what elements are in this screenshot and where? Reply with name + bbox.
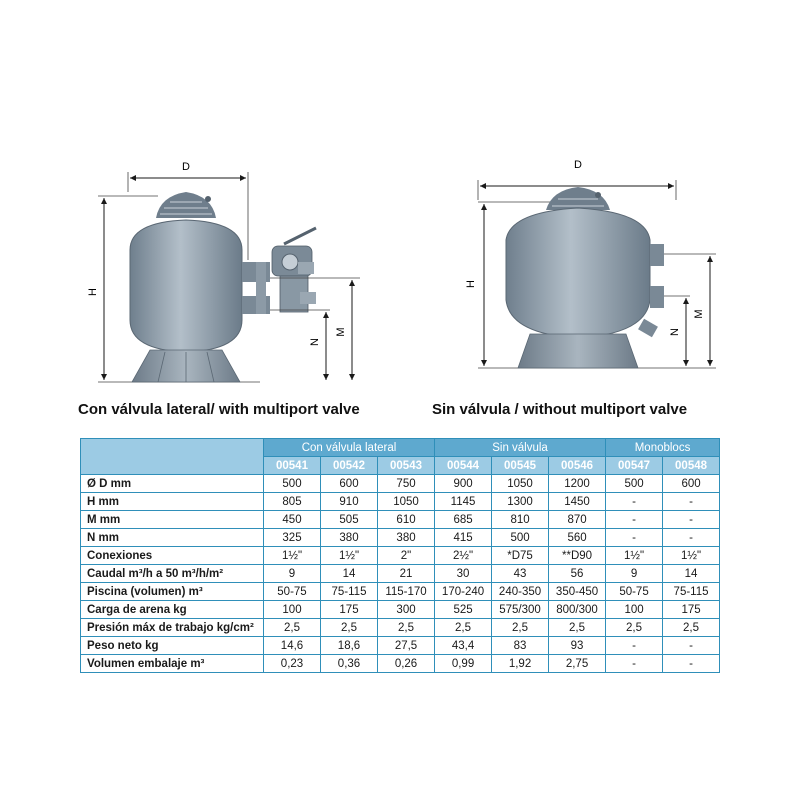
table-cell: 1½" (606, 547, 663, 565)
table-cell: 1,92 (492, 655, 549, 673)
model-header: 00546 (549, 457, 606, 475)
group-header-monoblocs: Monoblocs (606, 439, 720, 457)
right-n-label: N (669, 328, 681, 336)
table-cell: 2,75 (549, 655, 606, 673)
table-cell: 600 (663, 475, 720, 493)
table-cell: 505 (321, 511, 378, 529)
table-row (81, 601, 720, 619)
table-cell: 50-75 (606, 583, 663, 601)
table-row (81, 655, 720, 673)
table-cell: 1145 (435, 493, 492, 511)
table-row (81, 565, 720, 583)
left-d-label: D (182, 161, 190, 173)
table-cell: 450 (264, 511, 321, 529)
left-h-label: H (87, 288, 99, 296)
model-header: 00547 (606, 457, 663, 475)
table-cell: 1½" (321, 547, 378, 565)
row-label: H mm (81, 493, 264, 511)
table-cell: - (663, 637, 720, 655)
table-cell: 810 (492, 511, 549, 529)
table-cell: 18,6 (321, 637, 378, 655)
table-cell: 415 (435, 529, 492, 547)
table-cell: - (663, 511, 720, 529)
table-cell: 9 (606, 565, 663, 583)
table-cell: 380 (321, 529, 378, 547)
table-cell: 2,5 (549, 619, 606, 637)
caption-without-valve: Sin válvula / without multiport valve (432, 401, 688, 418)
left-n-label: N (309, 338, 321, 346)
table-cell: 2,5 (492, 619, 549, 637)
table-cell: 500 (606, 475, 663, 493)
table-cell: 30 (435, 565, 492, 583)
table-cell: 2½" (435, 547, 492, 565)
table-cell: - (663, 529, 720, 547)
table-row (81, 475, 720, 493)
row-label: Carga de arena kg (81, 601, 264, 619)
table-cell: 750 (378, 475, 435, 493)
table-cell: 175 (321, 601, 378, 619)
table-cell: **D90 (549, 547, 606, 565)
corner-cell (81, 439, 264, 475)
model-header: 00541 (264, 457, 321, 475)
table-row (81, 493, 720, 511)
table-cell: 0,23 (264, 655, 321, 673)
table-cell: 910 (321, 493, 378, 511)
table-row (81, 619, 720, 637)
table-row (81, 583, 720, 601)
table-cell: 2,5 (435, 619, 492, 637)
table-cell: 21 (378, 565, 435, 583)
table-cell: 380 (378, 529, 435, 547)
right-d-label: D (574, 159, 582, 171)
row-label: Piscina (volumen) m³ (81, 583, 264, 601)
table-cell: 1050 (492, 475, 549, 493)
table-cell: 525 (435, 601, 492, 619)
table-cell: 43,4 (435, 637, 492, 655)
table-cell: 2,5 (321, 619, 378, 637)
table-cell: 1050 (378, 493, 435, 511)
model-header: 00543 (378, 457, 435, 475)
table-cell: 27,5 (378, 637, 435, 655)
table-row (81, 547, 720, 565)
table-cell: 1200 (549, 475, 606, 493)
table-cell: 610 (378, 511, 435, 529)
table-cell: 500 (492, 529, 549, 547)
table-cell: 170-240 (435, 583, 492, 601)
table-cell: 75-115 (663, 583, 720, 601)
caption-with-valve: Con válvula lateral/ with multiport valve (78, 401, 360, 418)
right-filter-drawing (465, 159, 716, 368)
model-header: 00542 (321, 457, 378, 475)
table-cell: 685 (435, 511, 492, 529)
spec-table (80, 438, 720, 673)
table-cell: 500 (264, 475, 321, 493)
table-cell: 175 (663, 601, 720, 619)
table-cell: 800/300 (549, 601, 606, 619)
table-cell: 1450 (549, 493, 606, 511)
table-cell: 0,26 (378, 655, 435, 673)
row-label: Peso neto kg (81, 637, 264, 655)
table-cell: - (606, 511, 663, 529)
table-cell: 56 (549, 565, 606, 583)
table-cell: 1½" (264, 547, 321, 565)
table-cell: 0,99 (435, 655, 492, 673)
table-cell: 560 (549, 529, 606, 547)
table-cell: - (606, 637, 663, 655)
table-cell: 100 (264, 601, 321, 619)
row-label: Caudal m³/h a 50 m³/h/m² (81, 565, 264, 583)
spec-table-body (81, 475, 720, 673)
table-cell: 325 (264, 529, 321, 547)
table-cell: - (606, 529, 663, 547)
table-cell: 115-170 (378, 583, 435, 601)
left-filter-drawing (87, 161, 360, 382)
table-cell: 43 (492, 565, 549, 583)
table-cell: 14,6 (264, 637, 321, 655)
model-header: 00545 (492, 457, 549, 475)
table-cell: 75-115 (321, 583, 378, 601)
row-label: M mm (81, 511, 264, 529)
right-h-label: H (465, 280, 477, 288)
table-cell: 93 (549, 637, 606, 655)
group-header-with-valve: Con válvula lateral (264, 439, 435, 457)
table-cell: 600 (321, 475, 378, 493)
model-header: 00548 (663, 457, 720, 475)
table-cell: 805 (264, 493, 321, 511)
table-cell: 900 (435, 475, 492, 493)
row-label: Presión máx de trabajo kg/cm² (81, 619, 264, 637)
table-row (81, 637, 720, 655)
row-label: Ø D mm (81, 475, 264, 493)
table-cell: 350-450 (549, 583, 606, 601)
table-cell: 9 (264, 565, 321, 583)
table-cell: *D75 (492, 547, 549, 565)
table-cell: 2" (378, 547, 435, 565)
table-cell: 2,5 (378, 619, 435, 637)
table-cell: 870 (549, 511, 606, 529)
table-cell: 14 (663, 565, 720, 583)
model-header: 00544 (435, 457, 492, 475)
table-cell: 240-350 (492, 583, 549, 601)
table-cell: 300 (378, 601, 435, 619)
right-m-label: M (693, 309, 705, 319)
table-cell: - (606, 655, 663, 673)
table-cell: 1½" (663, 547, 720, 565)
table-cell: 83 (492, 637, 549, 655)
left-m-label: M (335, 327, 347, 337)
table-cell: 50-75 (264, 583, 321, 601)
row-label: Conexiones (81, 547, 264, 565)
table-cell: 0,36 (321, 655, 378, 673)
table-cell: 14 (321, 565, 378, 583)
table-row (81, 529, 720, 547)
table-cell: 575/300 (492, 601, 549, 619)
group-header-row (81, 439, 720, 457)
row-label: Volumen embalaje m³ (81, 655, 264, 673)
table-cell: - (663, 655, 720, 673)
table-cell: 1300 (492, 493, 549, 511)
table-cell: 2,5 (606, 619, 663, 637)
table-row (81, 511, 720, 529)
row-label: N mm (81, 529, 264, 547)
table-cell: - (663, 493, 720, 511)
table-cell: - (606, 493, 663, 511)
table-cell: 2,5 (663, 619, 720, 637)
table-cell: 2,5 (264, 619, 321, 637)
table-cell: 100 (606, 601, 663, 619)
group-header-without-valve: Sin válvula (435, 439, 606, 457)
